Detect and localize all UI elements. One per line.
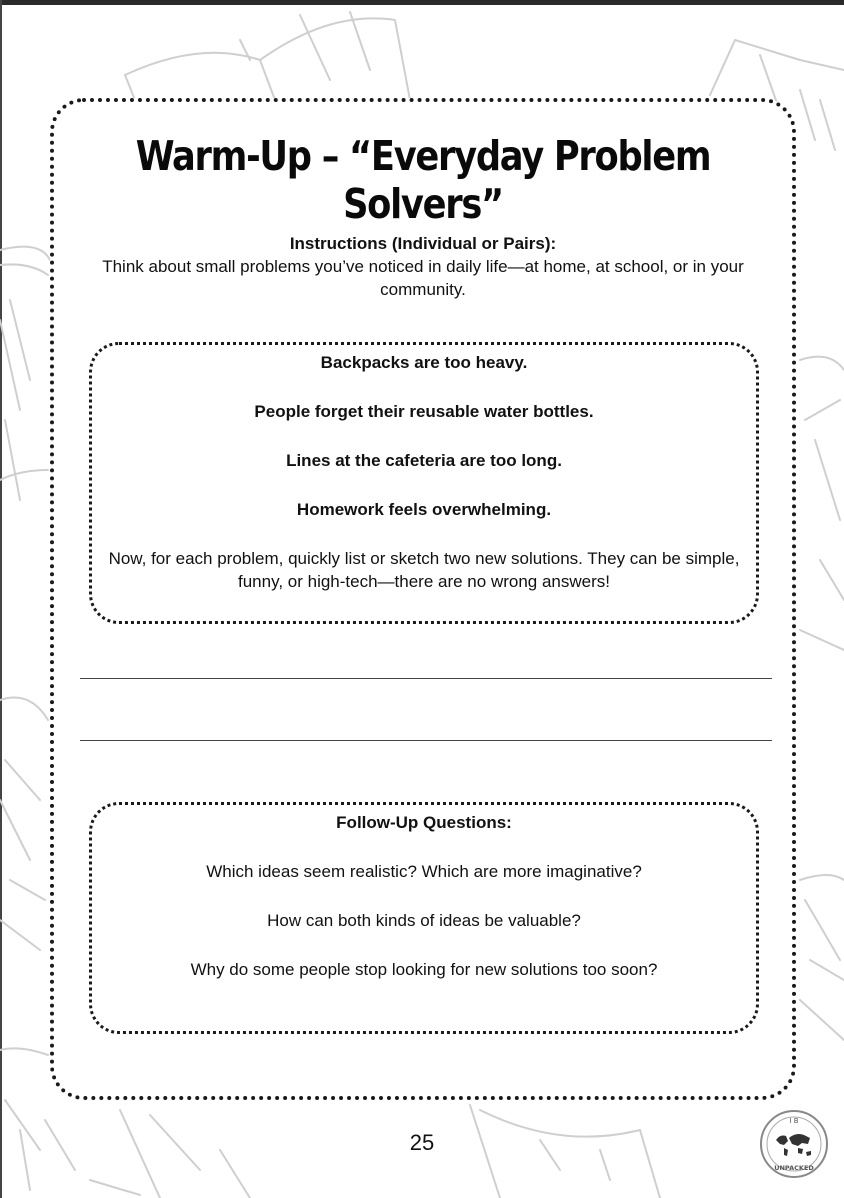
instructions-block — [84, 232, 762, 301]
follow-up-question: Why do some people stop looking for new solutions too soon? — [190, 960, 658, 979]
logo-top-text: I B — [789, 1117, 799, 1125]
instructions-heading: Instructions (Individual or Pairs): — [289, 234, 557, 253]
logo-bottom-text: UNPACKED — [774, 1164, 814, 1172]
follow-up-heading: Follow-Up Questions: — [336, 813, 512, 832]
problems-note: Now, for each problem, quickly list or sketch two new solutions. They can be simple, funny, or high-tech—there are no wrong answers! — [108, 549, 740, 591]
answer-line[interactable] — [80, 678, 772, 679]
problem-item: Backpacks are too heavy. — [320, 353, 528, 372]
problem-item: Homework feels overwhelming. — [296, 500, 552, 519]
follow-up-question: Which ideas seem realistic? Which are more imaginative? — [206, 862, 642, 881]
problems-box — [89, 342, 759, 624]
follow-up-box — [89, 802, 759, 1034]
worksheet-card — [50, 98, 796, 1100]
follow-up-question: How can both kinds of ideas be valuable? — [267, 911, 581, 930]
ib-unpacked-logo — [758, 1108, 830, 1180]
instructions-text: Think about small problems you’ve noticed in daily life—at home, at school, or in your community. — [102, 257, 744, 299]
page-number: 25 — [409, 1130, 435, 1155]
page-title: Warm-Up – “Everyday Problem Solvers” — [135, 132, 711, 228]
answer-line[interactable] — [80, 740, 772, 741]
problem-item: Lines at the cafeteria are too long. — [286, 451, 562, 470]
problem-item: People forget their reusable water bottles. — [254, 402, 594, 421]
